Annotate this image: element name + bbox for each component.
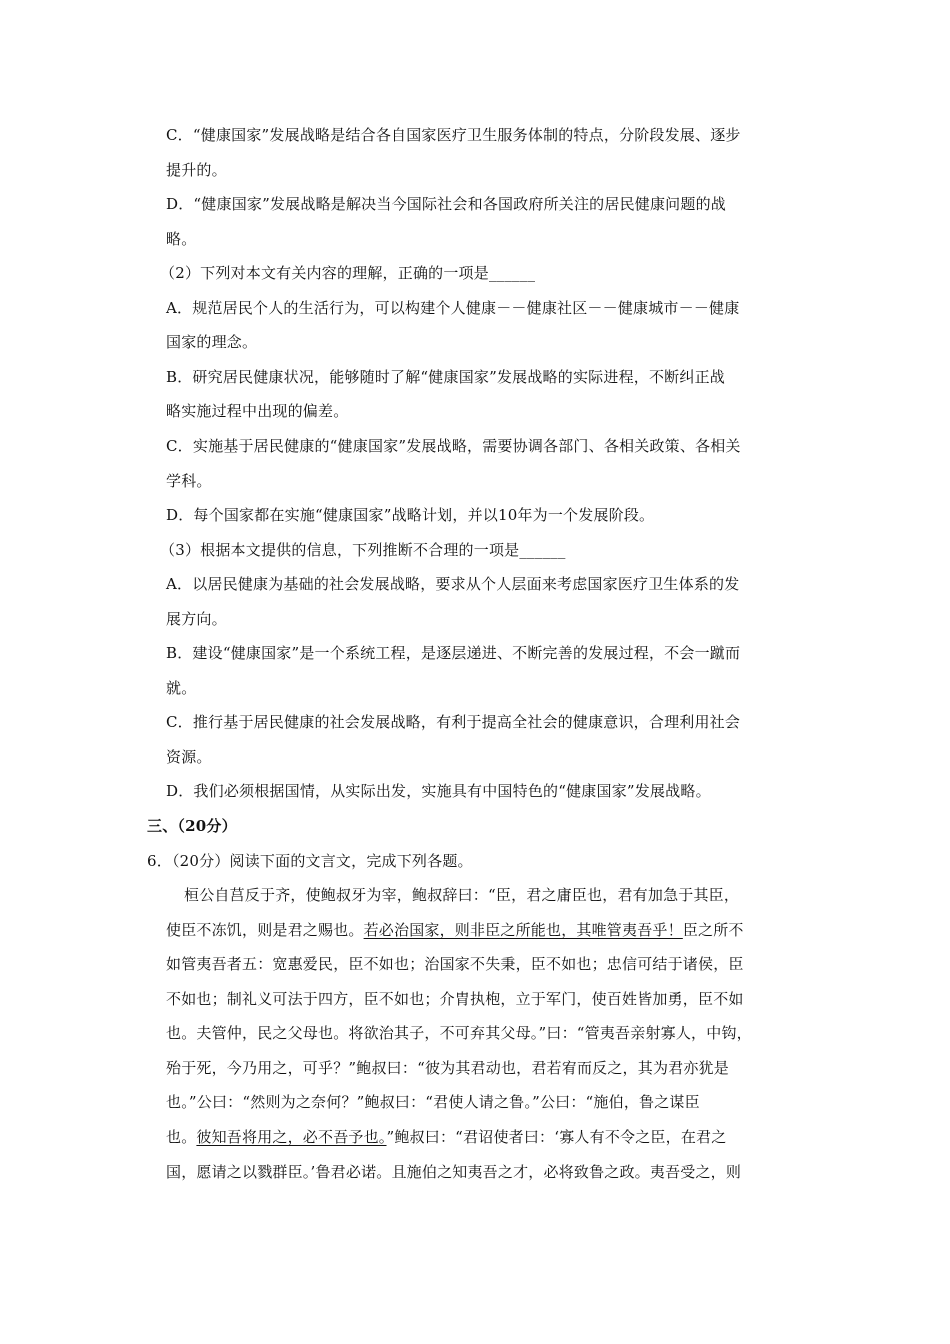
text-segment: 如管夷吾者五：宽惠爱民，臣不如也；治国家不失秉，臣不如也；忠信可结于诸侯，臣	[166, 955, 744, 974]
option-line	[166, 193, 726, 215]
question-line	[160, 262, 535, 284]
text-segment: 臣之所不	[682, 920, 744, 939]
passage-line	[166, 1161, 741, 1183]
option-line	[166, 504, 654, 526]
text-segment: 桓公自莒反于齐，使鲍叔牙为宰，鲍叔辞曰：“臣，君之庸臣也，君有加急于其臣，	[184, 886, 740, 905]
text-segment: 也。	[166, 1127, 197, 1146]
text-segment: 略。	[166, 229, 197, 248]
option-line	[166, 366, 725, 388]
option-line	[166, 159, 227, 181]
question-line	[160, 539, 566, 561]
text-segment: A．规范居民个人的生活行为，可以构建个人健康－－健康社区－－健康城市－－健康	[166, 298, 740, 317]
option-line	[166, 642, 740, 664]
text-segment: 就。	[166, 678, 197, 697]
passage-line	[166, 1022, 752, 1044]
option-line	[166, 711, 740, 733]
text-segment: B．研究居民健康状况，能够随时了解“健康国家”发展战略的实际进程，不断纠正战	[166, 367, 725, 386]
text-segment: 展方向。	[166, 609, 227, 628]
option-line	[166, 573, 739, 595]
option-line	[166, 470, 212, 492]
passage-line	[166, 1091, 700, 1113]
text-segment: 略实施过程中出现的偏差。	[166, 402, 349, 421]
passage-line	[166, 1057, 729, 1079]
option-line	[166, 435, 741, 457]
passage-line	[166, 1126, 726, 1148]
item-line	[147, 850, 473, 872]
text-segment: 学科。	[166, 471, 212, 490]
option-line	[166, 228, 196, 250]
underlined-sentence: 若必治国家，则非臣之所能也，其唯管夷吾乎！	[363, 920, 683, 939]
text-segment: 也。夫管仲，民之父母也。将欲治其子，不可弃其父母。”曰：“管夷吾亲射寡人，中钩，	[166, 1024, 752, 1043]
text-segment: A．以居民健康为基础的社会发展战略，要求从个人层面来考虑国家医疗卫生体系的发	[166, 575, 740, 594]
underlined-sentence: 彼知吾将用之，必不吾予也。	[196, 1127, 387, 1146]
option-line	[166, 746, 212, 768]
text-segment: ”鲍叔曰：“君诏使者曰：‘寡人有不令之臣，在君之	[386, 1127, 727, 1146]
text-segment: 使臣不冻饥，则是君之赐也。	[166, 920, 364, 939]
text-segment: C．推行基于居民健康的社会发展战略，有利于提高全社会的健康意识，合理利用社会	[166, 713, 741, 732]
text-segment: 提升的。	[166, 160, 227, 179]
option-line	[166, 780, 711, 802]
option-line	[166, 331, 257, 353]
text-segment: B．建设“健康国家”是一个系统工程，是逐层递进、不断完善的发展过程，不会一蹴而	[166, 644, 741, 663]
text-segment: C．“健康国家”发展战略是结合各自国家医疗卫生服务体制的特点，分阶段发展、逐步	[166, 126, 741, 144]
text-segment: 也。”公曰：“然则为之奈何？”鲍叔曰：“君使人请之鲁。”公曰：“施伯，鲁之谋臣	[166, 1093, 700, 1112]
text-segment: 殆于死，今乃用之，可乎？”鲍叔曰：“彼为其君动也，君若宥而反之，其为君亦犹是	[166, 1058, 729, 1077]
text-segment: 国家的理念。	[166, 333, 258, 352]
option-line	[166, 608, 227, 630]
passage-line	[166, 953, 744, 975]
text-segment: C．实施基于居民健康的“健康国家”发展战略，需要协调各部门、各相关政策、各相关	[166, 436, 741, 455]
text-segment: 国，愿请之以戮群臣。’鲁君必诺。且施伯之知夷吾之才，必将致鲁之政。夷吾受之，则	[166, 1162, 742, 1181]
option-line	[166, 400, 348, 422]
text-segment: 资源。	[166, 747, 212, 766]
text-segment: 不如也；制礼义可法于四方，臣不如也；介胄执枹，立于军门，使百姓皆加勇，臣不如	[166, 989, 744, 1008]
passage-line	[166, 919, 744, 941]
text-segment: D．“健康国家”发展战略是解决当今国际社会和各国政府所关注的居民健康问题的战	[166, 195, 726, 214]
text-segment: 三、（20分）	[147, 817, 237, 835]
text-segment: D．我们必须根据国情，从实际出发，实施具有中国特色的“健康国家”发展战略。	[166, 782, 711, 801]
option-line	[166, 297, 739, 319]
option-line	[166, 124, 741, 146]
option-line	[166, 677, 196, 699]
text-segment: D．每个国家都在实施“健康国家”战略计划，并以10年为一个发展阶段。	[166, 506, 655, 525]
passage-line	[166, 988, 744, 1010]
text-segment: 6．（20分）阅读下面的文言文，完成下列各题。	[147, 851, 473, 870]
heading-line	[147, 815, 237, 837]
text-segment: （3）根据本文提供的信息，下列推断不合理的一项是______	[160, 540, 566, 559]
text-segment: （2）下列对本文有关内容的理解，正确的一项是______	[160, 264, 536, 283]
passage-first-line	[184, 884, 739, 906]
